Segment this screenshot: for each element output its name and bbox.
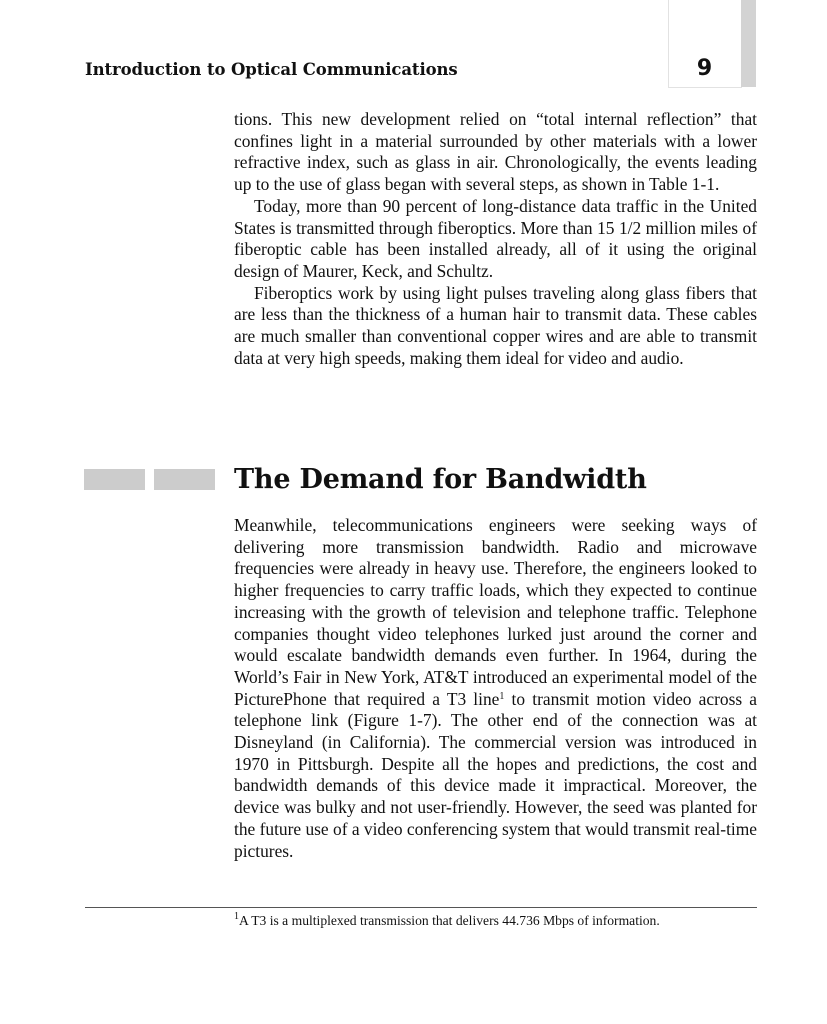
paragraph bbox=[234, 515, 757, 862]
page-tab-bar bbox=[741, 0, 756, 87]
paragraph: Today, more than 90 percent of long-distance data traffic in the United States is transmitted through fiberoptics. More than 15 1/2 million miles of fiberoptic cable has been installed already, all of it using the original design of Maurer, Keck, and Schultz. bbox=[234, 195, 757, 281]
footnote bbox=[234, 913, 757, 929]
running-head-title: Introduction to Optical Communications bbox=[85, 60, 458, 79]
footnote-text: A T3 is a multiplexed transmission that delivers 44.736 Mbps of information. bbox=[239, 913, 660, 928]
heading-decor-bar bbox=[84, 469, 145, 490]
paragraph: Fiberoptics work by using light pulses traveling along glass fibers that are less than the thickness of a human hair to transmit data. These cables are much smaller than conventional copper wires and are able to transmit data at very high speeds, making them ideal for video and audio. bbox=[234, 282, 757, 368]
paragraph-text: to transmit motion video across a telephone link (Figure 1-7). The other end of the connection was at Disneyland (in California). The commercial version was introduced in 1970 in Pittsburgh. Despite all the hopes and predictions, the cost and bandwidth demands of this device made it impractical. Moreover, the device was bulky and not user-friendly. However, the seed was planted for the future use of a video conferencing system that would transmit real-time pictures. bbox=[234, 688, 758, 861]
footnote-marker: 1 bbox=[234, 911, 239, 922]
section-bandwidth-body bbox=[234, 515, 757, 862]
section-heading-row bbox=[84, 460, 757, 500]
footnote-reference[interactable]: 1 bbox=[499, 690, 505, 702]
paragraph: tions. This new development relied on “total internal reflection” that confines light in a material surrounded by other materials with a lower refractive index, such as glass in air. Chronologically, the events leading up to the use of glass began with several steps, as shown in Table 1-1. bbox=[234, 109, 757, 195]
footnote-divider bbox=[85, 907, 757, 908]
heading-decor-bar bbox=[154, 469, 215, 490]
page-number: 9 bbox=[696, 56, 713, 81]
section-intro-body bbox=[234, 109, 757, 369]
section-heading: The Demand for Bandwidth bbox=[234, 464, 647, 495]
paragraph-text: Meanwhile, telecommunications engineers were seeking ways of delivering more transmission bandwidth. Radio and microwave frequencies were already in heavy use. Therefore, the engineers looked to higher frequencies to carry traffic loads, which they expected to continue increasing with the growth of television and telephone traffic. Telephone companies thought video telephones lurked just around the corner and would escalate bandwidth demands even further. In 1964, during the World’s Fair in New York, AT&T introduced an experimental model of the PicturePhone that required a T3 line bbox=[234, 515, 757, 709]
